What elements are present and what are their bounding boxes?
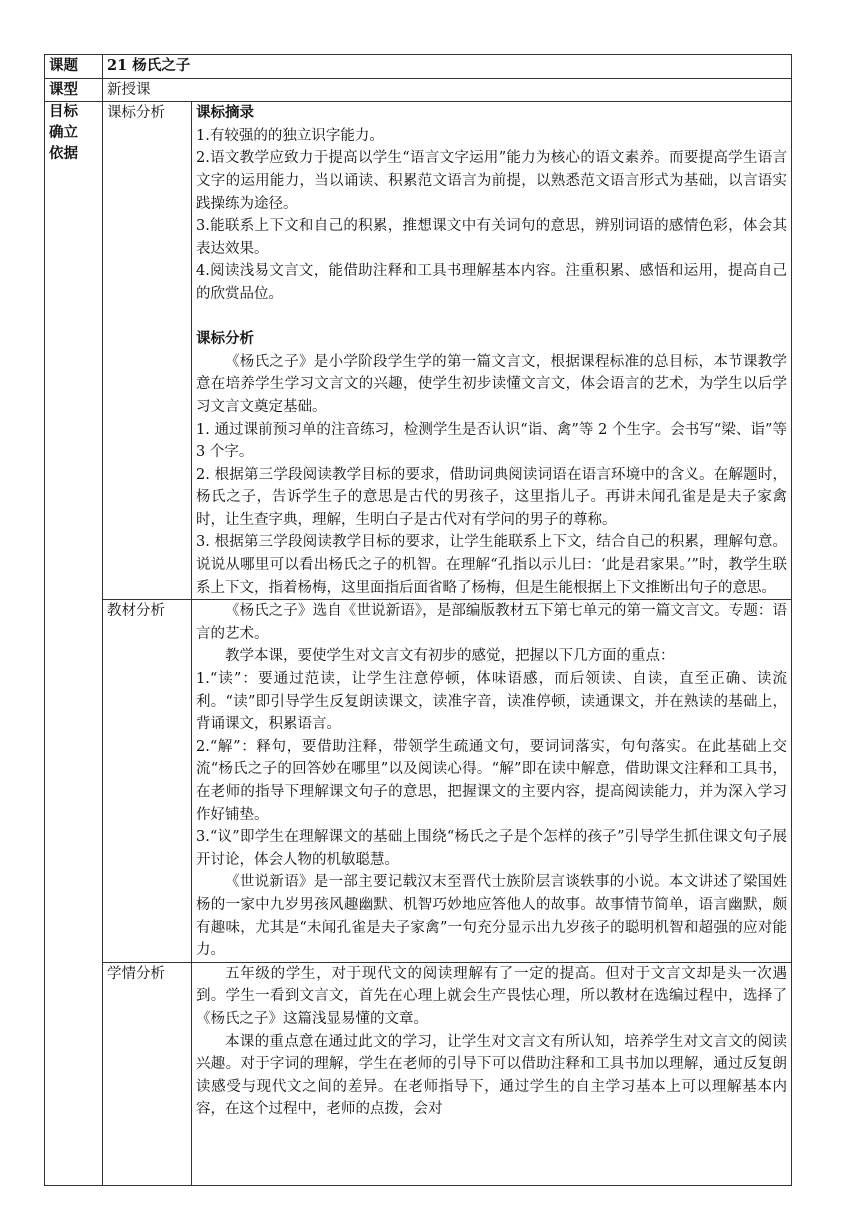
type-row: [45, 78, 792, 102]
curriculum-content: [192, 102, 792, 600]
excerpt-item-4: 4.阅读浅易文言文，能借助注释和工具书理解基本内容。注重积累、感悟和运用，提高自己的欣赏品位。: [196, 263, 788, 302]
textbook-closing: 《世说新语》是一部主要记载汉末至晋代士族阶层言谈轶事的小说。本文讲述了梁国姓杨的一家中九岁男孩风趣幽默、机智巧妙地应答他人的故事。故事情节简单，语言幽默，颇有趣味，尤其是“未闻孔雀是夫子家禽”一句充分显示出九岁孩子的聪明机智和超强的应对能力。: [196, 874, 788, 959]
learner-paragraph-1: 五年级的学生，对于现代文的阅读理解有了一定的提高。但对于文言文却是头一次遇到。学生一看到文言文，首先在心理上就会生产畏怯心理，所以教材在选编过程中，选择了《杨氏之子》这篇浅显易懂的文章。: [196, 965, 788, 1027]
textbook-label: 教材分析: [103, 600, 192, 963]
learner-label: 学情分析: [103, 962, 192, 1185]
learner-text-wrap: [196, 963, 787, 1185]
excerpt-item-3: 3.能联系上下文和自己的积累，推想课文中有关词句的意思，辨别词语的感情色彩，体会其表达效果。: [196, 218, 788, 257]
analysis-point-2: 2. 根据第三学段阅读教学目标的要求，借助词典阅读词语在语言环境中的含义。在解题时，杨氏之子，告诉学生子的意思是古代的男孩子，这里指儿子。再讲未闻孔雀是是夫子家禽时，让生查字典，理解，生明白子是古代对有学问的男子的尊称。: [196, 466, 788, 528]
lesson-plan-table: [44, 54, 792, 1186]
topic-value-text: 21 杨氏之子: [107, 57, 191, 74]
analysis-point-3: 3. 根据第三学段阅读教学目标的要求，让学生能联系上下文，结合自己的积累，理解句意。说说从哪里可以看出杨氏之子的机智。在理解“孔指以示儿曰：‘此是君家果。’”时，教学生联系上下文，指着杨梅，这里面指后面省略了杨梅，但是生能根据上下文推断出句子的意思。: [196, 534, 788, 596]
curriculum-label: 课标分析: [103, 102, 192, 600]
analysis-heading: 课标分析: [196, 331, 254, 348]
textbook-point-1: 1.“读”：要通过范读，让学生注意停顿，体味语感，而后领读、自读，直至正确、读流利。“读”即引导学生反复朗读课文，读准字音，读准停顿，读通课文，并在熟读的基础上，背诵课文，积累语言。: [196, 671, 788, 733]
learner-row: [45, 962, 792, 1185]
basis-label: 目标确立依据: [49, 104, 78, 163]
textbook-row: [45, 600, 792, 963]
analysis-intro: 《杨氏之子》是小学阶段学生学的第一篇文言文，根据课程标准的总目标，本节课教学意在培养学生学习文言文的兴趣，使学生初步读懂文言文，体会语言的艺术，为学生以后学习文言文奠定基础。: [196, 353, 788, 415]
analysis-point-1: 1. 通过课前预习单的注音练习，检测学生是否认识“诣、禽”等 2 个生字。会书写“梁、诣”等 3 个字。: [196, 421, 788, 461]
topic-value: [103, 55, 792, 79]
textbook-point-2: 2.“解”：释句，要借助注释，带领学生疏通文句，要词词落实，句句落实。在此基础上交流“杨氏之子的回答妙在哪里”以及阅读心得。“解”即在读中解意，借助课文注释和工具书，在老师的指导下理解课文句子的意思，把握课文的主要内容，提高阅读能力，并为深入学习作好铺垫。: [196, 738, 788, 823]
textbook-point-3: 3.“议”即学生在理解课文的基础上围绕“杨氏之子是个怎样的孩子”引导学生抓住课文句子展开讨论，体会人物的机敏聪慧。: [196, 829, 788, 868]
textbook-paragraph-1: 《杨氏之子》选自《世说新语》，是部编版教材五下第七单元的第一篇文言文。专题：语言的艺术。: [196, 603, 788, 642]
spacer: [196, 306, 787, 329]
topic-row: [45, 55, 792, 79]
excerpt-heading: 课标摘录: [196, 105, 254, 122]
textbook-content: [192, 600, 792, 963]
basis-label-cell: [45, 102, 103, 1186]
type-value: 新授课: [103, 78, 792, 102]
type-label: 课型: [45, 78, 103, 102]
topic-label: 课题: [45, 55, 103, 79]
textbook-paragraph-2: 教学本课，要使学生对文言文有初步的感觉，把握以下几方面的重点：: [225, 648, 675, 665]
learner-content: [192, 962, 792, 1185]
curriculum-row: [45, 102, 792, 600]
excerpt-item-2: 2.语文教学应致力于提高以学生“语言文字运用”能力为核心的语文素养。而要提高学生语言文字的运用能力，当以诵读、积累范文语言为前提，以熟悉范文语言形式为基础，以言语实践操练为途径。: [196, 150, 788, 212]
excerpt-item-1: 1.有较强的的独立识字能力。: [196, 127, 384, 144]
learner-paragraph-2: 本课的重点意在通过此文的学习，让学生对文言文有所认知，培养学生对文言文的阅读兴趣。对于字词的理解，学生在老师的引导下可以借助注释和工具书加以理解，通过反复朗读感受与现代文之间的差异。在老师指导下，通过学生的自主学习基本上可以理解基本内容，在这个过程中，老师的点拨，会对: [196, 1033, 788, 1118]
